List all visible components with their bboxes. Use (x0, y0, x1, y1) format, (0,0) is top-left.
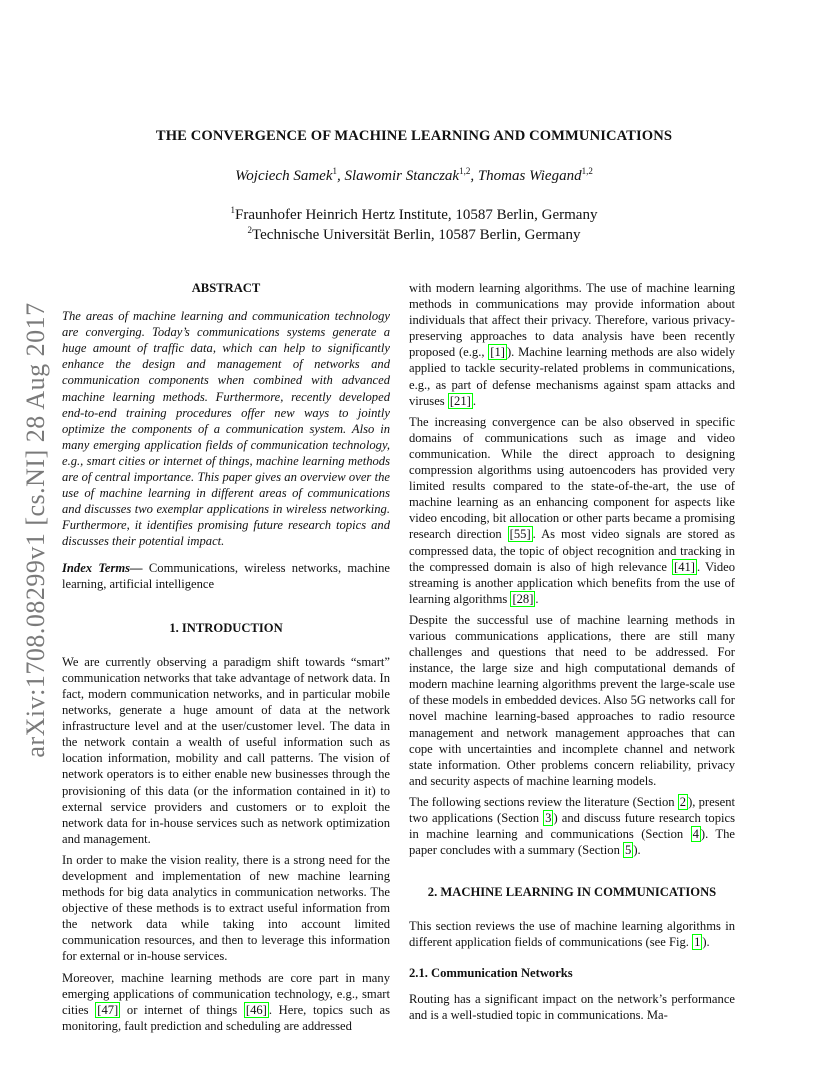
abstract-heading: ABSTRACT (191, 281, 261, 295)
author-affiliation-mark: 1 (332, 166, 337, 176)
affiliation (0, 205, 828, 224)
citation-link[interactable]: [21] (449, 393, 471, 408)
citation-link[interactable]: [46] (245, 1002, 267, 1017)
paragraph: Moreover, machine learning methods are core part in many emerging applications of communication technology, e.g., smart cities [47] or internet of things [46] . Here, topics such as monitoring, fault prediction and scheduling are addressed (62, 970, 390, 1033)
citation-link[interactable]: [28] (512, 591, 534, 606)
abstract-text: The areas of machine learning and communication technology are converging. Today’s communications systems generate a huge amount of traffic data, which can help to significantly enhance the design and management of networks and communication components when combined with advanced machine learning methods. Furthermore, recently developed end-to-end training procedures offer new ways to jointly optimize the components of a communication system. Also in many emerging application fields of communication technology, e.g., smart cities or internet of things, machine learning methods are of central importance. This paper gives an overview over the use of machine learning in different areas of communications and discusses two exemplar applications in wireless networking. Furthermore, it identifies promising future research topics and discusses their potential impact. (62, 309, 390, 549)
figure-link[interactable]: 1 (694, 935, 701, 950)
section-heading-ml-in-communications: 2. MACHINE LEARNING IN COMMUNICATIONS (427, 885, 717, 900)
affiliation-mark: 1 (230, 205, 236, 215)
paragraph: with modern learning algorithms. The use of machine learning methods in communications may provide information about individuals that affect their privacy. Therefore, various privacy-preserving approaches to data analysis have been recently proposed (e.g., [1] ). Machine learning methods are also widely applied to tackle security-related problems in communications, e.g., as part of defense mechanisms against spam attacks and viruses [21] . (409, 281, 735, 408)
author-affiliation-mark: 1,2 (581, 166, 593, 176)
arxiv-identifier: arXiv:1708.08299v1 [cs.NI] 28 Aug 2017 (21, 302, 50, 758)
paper-title: THE CONVERGENCE OF MACHINE LEARNING AND COMMUNICATIONS (155, 128, 673, 144)
citation-link[interactable]: [55] (509, 527, 531, 542)
author-name: Slawomir Stanczak (344, 168, 460, 184)
paragraph: We are currently observing a paradigm shift towards “smart” communication networks that take advantage of network data. In fact, modern communication networks, and in particular mobile networks, generate a huge amount of data at the network infrastructure level and at the user/customer level. The data in the network contain a wealth of useful information such as location information, mobility and call patterns. The vision of network operators is to either enable new businesses through the provisioning of this data (or the information contained in it) to external service providers and customers or to exploit the network data for in-house services such as network optimization and management. (62, 654, 390, 846)
paragraph: Despite the successful use of machine learning methods in various communications applications, there are still many challenges and questions that need to be addressed. For instance, the large size and high computational demands of modern machine learning algorithms prevent the large-scale use of these models in embedded devices. Also 5G networks call for novel machine learning-based approaches to radio resource management and network management approaches that can cope with uncertainties and incomplete channel and network state information. Other problems concern reliability, privacy and security aspects of machine learning models. (409, 612, 735, 788)
index-terms-text: Communications, wireless networks, machine learning, artificial intelligence (62, 560, 390, 591)
citation-link[interactable]: [1] (490, 345, 505, 360)
paragraph: This section reviews the use of machine learning algorithms in different application fields of communications (see Fig. 1 ). (409, 919, 735, 950)
section-heading-introduction: 1. INTRODUCTION (169, 620, 283, 635)
index-terms-label: Index Terms— (62, 560, 143, 575)
paragraph: The following sections review the literature (Section 2 ), present two applications (Section 3 ) and discuss future research topics in machine learning and communications (Section 4 ). The paper concludes with a summary (Section 5 ). (409, 794, 735, 858)
affiliation (0, 225, 828, 244)
author-name: Thomas Wiegand (477, 168, 582, 184)
author-affiliation-mark: 1,2 (459, 166, 471, 176)
affiliation-text: Fraunhofer Heinrich Hertz Institute, 10587 Berlin, Germany (235, 207, 598, 223)
paragraph: Routing has a significant impact on the network’s performance and is a well-studied topic in communications. Ma- (409, 991, 735, 1022)
citation-link[interactable]: [47] (97, 1002, 119, 1017)
subsection-heading-communication-networks: 2.1. Communication Networks (409, 965, 573, 980)
right-column (409, 280, 735, 1028)
section-link[interactable]: 3 (545, 811, 552, 825)
author-list: Wojciech Samek$^1$, Slawomir Stanczak$^{1,2}$, Thomas Wiegand$^{1,2}$ (235, 166, 593, 184)
paragraph: The increasing convergence can be also observed in specific domains of communications such as image and video communication. While the direct approach to designing compression algorithms using autoencoders has provided very limited results compared to the state-of-the-art, the use of machine learning as an enhancing component for aspects like video encoding, bit allocation or other parts became a promising research direction [55] . As most video signals are stored as compressed data, the topic of object recognition and tracking in the compressed domain is also of high relevance [41] . Video streaming is another application which benefits from the use of learning algorithms [28] . (409, 414, 735, 606)
affiliation-text: Technische Universität Berlin, 10587 Berlin, Germany (252, 227, 581, 243)
paragraph: In order to make the vision reality, there is a strong need for the development and implementation of new machine learning methods for big data analytics in communication networks. The objective of these methods is to extract useful information from the network data while taking into account limited communication resources, and then to leverage this information for external or in-house services. (62, 852, 390, 964)
index-terms (62, 560, 390, 592)
citation-link[interactable]: [41] (674, 559, 695, 574)
author-name: Wojciech Samek (235, 168, 333, 184)
affiliation-mark: 2 (247, 225, 253, 235)
section-link[interactable]: 4 (692, 827, 699, 842)
section-link[interactable]: 5 (625, 843, 632, 858)
section-link[interactable]: 2 (679, 794, 687, 809)
left-column (62, 280, 390, 1039)
arxiv-sidebar (18, 290, 54, 770)
